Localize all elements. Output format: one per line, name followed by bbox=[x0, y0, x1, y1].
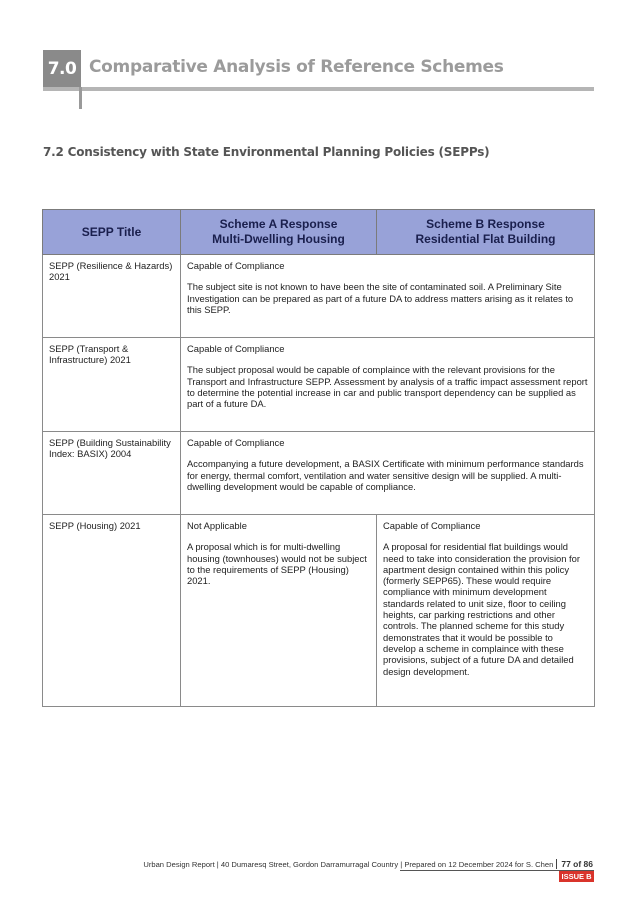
section-number-box: 7.0 bbox=[43, 50, 81, 87]
row-title: SEPP (Housing) 2021 bbox=[43, 515, 181, 707]
row-response-scheme-b bbox=[377, 515, 595, 707]
response-status: Not Applicable bbox=[187, 520, 247, 531]
row-title: SEPP (Transport & Infrastructure) 2021 bbox=[43, 338, 181, 432]
header-rule bbox=[43, 87, 594, 91]
table-row bbox=[43, 432, 595, 515]
subsection-title: 7.2 Consistency with State Environmental Planning Policies (SEPPs) bbox=[43, 145, 490, 159]
response-status: Capable of Compliance bbox=[187, 437, 285, 448]
row-response bbox=[181, 255, 595, 338]
row-response-scheme-a bbox=[181, 515, 377, 707]
row-response bbox=[181, 432, 595, 515]
issue-badge: ISSUE B bbox=[559, 871, 594, 882]
footer-text: Urban Design Report | 40 Dumaresq Street, Gordon Darramurragal Country | Prepared on 12 December 2024 for S. Chen bbox=[143, 860, 554, 869]
table-row bbox=[43, 255, 595, 338]
response-detail: The subject site is not known to have been the site of contaminated soil. A Preliminary Site Investigation can be prepared as part of a future DA to address matters arising as it relates to this SEPP. bbox=[187, 281, 574, 315]
header-scheme-a: Scheme A Response Multi-Dwelling Housing bbox=[181, 210, 377, 255]
section-title: Comparative Analysis of Reference Schemes bbox=[89, 57, 504, 77]
response-detail: A proposal which is for multi-dwelling housing (townhouses) would not be subject to the requirements of SEPP (Housing) 2021. bbox=[187, 541, 367, 587]
response-detail: Accompanying a future development, a BASIX Certificate with minimum performance standards for energy, thermal comfort, ventilation and water sensitive design will be supplied. A multi-dwelling development would be capable of compliance. bbox=[187, 458, 584, 492]
header-rule-vertical bbox=[79, 87, 82, 109]
header-scheme-b: Scheme B Response Residential Flat Building bbox=[377, 210, 595, 255]
response-status: Capable of Compliance bbox=[187, 343, 285, 354]
row-title: SEPP (Resilience & Hazards) 2021 bbox=[43, 255, 181, 338]
sepp-table bbox=[42, 209, 595, 707]
table-row bbox=[43, 515, 595, 707]
response-status: Capable of Compliance bbox=[383, 520, 481, 531]
header-sepp-title: SEPP Title bbox=[43, 210, 181, 255]
table-header-row bbox=[43, 210, 595, 255]
response-detail: A proposal for residential flat buildings would need to take into consideration the provision for apartment design contained within this policy (formerly SEPP65). These would require compliance with minimum development standards related to unit size, floor to ceiling heights, car parking restrictions and other controls. The planned scheme for this study demonstrates that it would be possible to develop a scheme in complaince with these provisions, subject of a future DA and detailed design development. bbox=[383, 541, 580, 677]
row-title: SEPP (Building Sustainability Index: BASIX) 2004 bbox=[43, 432, 181, 515]
page-number: 77 of 86 bbox=[556, 859, 593, 869]
response-status: Capable of Compliance bbox=[187, 260, 285, 271]
table-row bbox=[43, 338, 595, 432]
footer bbox=[0, 859, 593, 869]
response-detail: The subject proposal would be capable of complaince with the relevant provisions for the Transport and Infrastructure SEPP. Assessment by analysis of a traffic impact assessment report to determine the potential increase in car and public transport dependency can be supplied as part of a future DA. bbox=[187, 364, 588, 410]
row-response bbox=[181, 338, 595, 432]
